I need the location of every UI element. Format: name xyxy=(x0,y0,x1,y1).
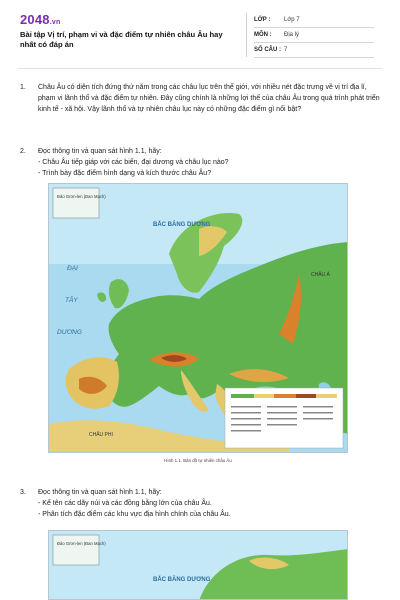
europe-physical-map xyxy=(48,183,348,453)
map-graphic xyxy=(49,531,348,600)
meta-row-question-count: SỐ CÂU : 7 xyxy=(254,44,374,58)
map-label-atlantic-3: DƯƠNG xyxy=(57,329,82,336)
question-number: 2. xyxy=(20,148,26,155)
europe-physical-map-2 xyxy=(48,530,348,600)
site-logo[interactable]: 2048.vn xyxy=(20,12,61,27)
map-label-africa: CHÂU PHI xyxy=(89,432,113,438)
meta-row-subject: MÔN : Địa lý xyxy=(254,29,374,43)
header-separator xyxy=(18,68,382,69)
question-text: Châu Âu có diện tích đứng thứ năm trong các châu lục trên thế giới, với nhiều nét đặc trưng về vị trí địa lí, phạm vi lãnh thổ và đặc điểm tự nhiên. Đây cũng chính là những lợi thế của châu Âu trong quá trình phát triển kinh tế - xã hội. Vậy lãnh thổ và tự nhiên châu lục này có những đặc điểm gì nổi bật? xyxy=(38,84,380,113)
map-label-arctic: BẮC BĂNG DƯƠNG xyxy=(153,577,211,583)
meta-row-grade: LỚP : Lớp 7 xyxy=(254,14,374,28)
map-label-atlantic-1: ĐẠI xyxy=(67,265,78,272)
question-number: 3. xyxy=(20,489,26,496)
page-header xyxy=(0,0,400,66)
map-label-atlantic-2: TÂY xyxy=(65,297,78,304)
header-divider xyxy=(246,13,247,57)
question-text: Đọc thông tin và quan sát hình 1.1, hãy: - Châu Âu tiếp giáp với các biển, đại dương và châu lục nào? - Trình bày đặc điểm hình dạng và kích thước châu Âu? xyxy=(38,148,229,177)
map-label-inset: Đảo Grơn-len (Đan Mạch) xyxy=(57,541,106,546)
question-text: Đọc thông tin và quan sát hình 1.1, hãy: - Kể tên các dãy núi và các đồng bằng lớn của châu Âu. - Phân tích đặc điểm các khu vực địa hình chính của châu Âu. xyxy=(38,489,231,518)
map-label-inset: Đảo Grơn-len (Đan Mạch) xyxy=(57,194,106,199)
map-graphic xyxy=(49,184,348,453)
page-title: Bài tập Vị trí, phạm vi và đặc điểm tự nhiên châu Âu hay nhất có đáp án xyxy=(20,30,223,49)
question-number: 1. xyxy=(20,84,26,91)
map-caption: Hình 1.1. Bản đồ tự nhiên châu Âu xyxy=(164,458,232,463)
map-label-asia: CHÂU Á xyxy=(311,272,330,278)
map-label-arctic: BẮC BĂNG DƯƠNG xyxy=(153,222,211,228)
